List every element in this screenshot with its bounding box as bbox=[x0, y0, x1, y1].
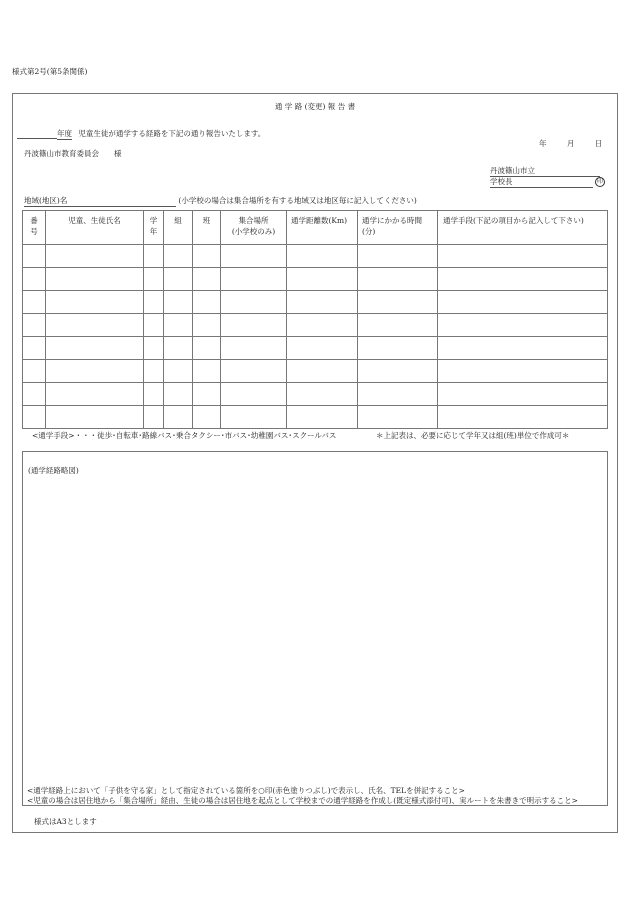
table-cell[interactable] bbox=[164, 406, 193, 429]
intro-text: 児童生徒が通学する経路を下記の通り報告いたします。 bbox=[78, 129, 266, 138]
table-cell[interactable] bbox=[144, 245, 164, 268]
date-line bbox=[539, 138, 602, 149]
table-cell[interactable] bbox=[438, 383, 608, 406]
area-label: 地域(地区)名 bbox=[24, 196, 68, 205]
table-cell[interactable] bbox=[23, 360, 46, 383]
table-cell[interactable] bbox=[23, 314, 46, 337]
table-cell[interactable] bbox=[221, 245, 287, 268]
table-cell[interactable] bbox=[358, 314, 438, 337]
addressee: 丹波篠山市教育委員会 様 bbox=[24, 149, 122, 158]
table-cell[interactable] bbox=[287, 360, 358, 383]
table-cell[interactable] bbox=[193, 291, 221, 314]
table-cell[interactable] bbox=[193, 383, 221, 406]
table-cell[interactable] bbox=[221, 291, 287, 314]
table-cell[interactable] bbox=[46, 360, 144, 383]
table-cell[interactable] bbox=[46, 245, 144, 268]
header-grade: 学 年 bbox=[144, 211, 164, 245]
table-cell[interactable] bbox=[144, 383, 164, 406]
header-number: 番 号 bbox=[23, 211, 46, 245]
table-row bbox=[23, 406, 608, 429]
year-suffix: 年度 bbox=[57, 129, 72, 138]
table-cell[interactable] bbox=[164, 268, 193, 291]
route-map-area[interactable] bbox=[22, 451, 608, 806]
area-line bbox=[24, 195, 417, 207]
table-cell[interactable] bbox=[287, 291, 358, 314]
table-cell[interactable] bbox=[221, 314, 287, 337]
seal-icon: 印 bbox=[596, 178, 603, 185]
table-cell[interactable] bbox=[23, 291, 46, 314]
table-cell[interactable] bbox=[164, 245, 193, 268]
header-group: 班 bbox=[193, 211, 221, 245]
table-cell[interactable] bbox=[193, 268, 221, 291]
table-cell[interactable] bbox=[438, 268, 608, 291]
sender-principal: 学校長 bbox=[490, 176, 593, 188]
unit-note: ＊上記表は、必要に応じて学年又は組(班)単位で作成可＊ bbox=[376, 431, 570, 440]
means-note: <通学手段>・・・徒歩･自転車･路線バス･乗合タクシー･市バス･幼稚園バス･スクールバス bbox=[32, 431, 337, 440]
table-cell[interactable] bbox=[287, 337, 358, 360]
table-cell[interactable] bbox=[144, 314, 164, 337]
table-cell[interactable] bbox=[193, 245, 221, 268]
table-row bbox=[23, 314, 608, 337]
table-row bbox=[23, 268, 608, 291]
table-cell[interactable] bbox=[144, 268, 164, 291]
header-distance: 通学距離数(Km) bbox=[287, 211, 358, 245]
table-cell[interactable] bbox=[358, 245, 438, 268]
table-row bbox=[23, 383, 608, 406]
table-row bbox=[23, 337, 608, 360]
table-cell[interactable] bbox=[144, 360, 164, 383]
table-cell[interactable] bbox=[46, 406, 144, 429]
table-cell[interactable] bbox=[358, 360, 438, 383]
table-cell[interactable] bbox=[23, 245, 46, 268]
table-cell[interactable] bbox=[23, 406, 46, 429]
table-cell[interactable] bbox=[164, 383, 193, 406]
table-cell[interactable] bbox=[46, 337, 144, 360]
form-number: 様式第2号(第5条関係) bbox=[12, 67, 88, 76]
table-cell[interactable] bbox=[358, 406, 438, 429]
table-cell[interactable] bbox=[221, 337, 287, 360]
table-cell[interactable] bbox=[193, 337, 221, 360]
table-cell[interactable] bbox=[287, 245, 358, 268]
date-month: 月 bbox=[566, 139, 575, 148]
header-class: 組 bbox=[164, 211, 193, 245]
table-cell[interactable] bbox=[438, 337, 608, 360]
table-cell[interactable] bbox=[358, 337, 438, 360]
table-row bbox=[23, 291, 608, 314]
header-meeting-place: 集合場所 (小学校のみ) bbox=[221, 211, 287, 245]
table-header-row bbox=[23, 211, 608, 245]
table-cell[interactable] bbox=[23, 383, 46, 406]
year-field[interactable] bbox=[17, 129, 57, 139]
area-note: (小学校の場合は集合場所を有する地域又は地区毎に記入してください) bbox=[178, 196, 417, 205]
sender-school: 丹波篠山市立 bbox=[490, 165, 600, 177]
table-cell[interactable] bbox=[358, 268, 438, 291]
area-name-field[interactable] bbox=[24, 195, 176, 207]
table-cell[interactable] bbox=[164, 314, 193, 337]
table-cell[interactable] bbox=[193, 406, 221, 429]
header-name: 児童、生徒氏名 bbox=[46, 211, 144, 245]
table-cell[interactable] bbox=[46, 383, 144, 406]
table-cell[interactable] bbox=[221, 360, 287, 383]
table-cell[interactable] bbox=[358, 291, 438, 314]
form-title: 通 学 路 (変更) 報 告 書 bbox=[274, 102, 356, 111]
table-cell[interactable] bbox=[287, 406, 358, 429]
table-cell[interactable] bbox=[193, 360, 221, 383]
table-row bbox=[23, 360, 608, 383]
table-row bbox=[23, 245, 608, 268]
table-cell[interactable] bbox=[287, 268, 358, 291]
map-note-1: <通学経路上において「子供を守る家」として指定されている箇所を○印(赤色塗りつぶし)で表示し、氏名、TELを併記すること> bbox=[27, 786, 465, 795]
table-cell[interactable] bbox=[438, 406, 608, 429]
table-cell[interactable] bbox=[46, 268, 144, 291]
table-cell[interactable] bbox=[23, 268, 46, 291]
table-cell[interactable] bbox=[438, 314, 608, 337]
header-means: 通学手段(下記の項目から記入して下さい) bbox=[438, 211, 608, 245]
student-table bbox=[22, 210, 608, 429]
table-cell[interactable] bbox=[144, 291, 164, 314]
table-cell[interactable] bbox=[164, 360, 193, 383]
date-year: 年 bbox=[539, 139, 547, 148]
table-cell[interactable] bbox=[287, 383, 358, 406]
table-cell[interactable] bbox=[438, 291, 608, 314]
date-day: 日 bbox=[594, 139, 603, 148]
table-cell[interactable] bbox=[358, 383, 438, 406]
table-cell[interactable] bbox=[193, 314, 221, 337]
table-cell[interactable] bbox=[287, 314, 358, 337]
table-cell[interactable] bbox=[221, 383, 287, 406]
table-cell[interactable] bbox=[438, 245, 608, 268]
map-label: (通学経路略図) bbox=[28, 466, 79, 475]
table-cell[interactable] bbox=[23, 337, 46, 360]
table-cell[interactable] bbox=[46, 291, 144, 314]
intro-line bbox=[17, 128, 265, 140]
table-cell[interactable] bbox=[164, 337, 193, 360]
table-cell[interactable] bbox=[144, 337, 164, 360]
table-cell[interactable] bbox=[144, 406, 164, 429]
table-cell[interactable] bbox=[221, 406, 287, 429]
footer-note: 様式はA3とします bbox=[34, 817, 97, 826]
map-note-2: <児童の場合は居住地から「集合場所」経由、生徒の場合は居住地を起点として学校までの通学経路を作成し(既定様式添付可)、実ルートを朱書きで明示すること> bbox=[27, 796, 578, 805]
table-cell[interactable] bbox=[221, 268, 287, 291]
header-time: 通学にかかる時間 (分) bbox=[358, 211, 438, 245]
table-cell[interactable] bbox=[438, 360, 608, 383]
table-cell[interactable] bbox=[164, 291, 193, 314]
table-cell[interactable] bbox=[46, 314, 144, 337]
